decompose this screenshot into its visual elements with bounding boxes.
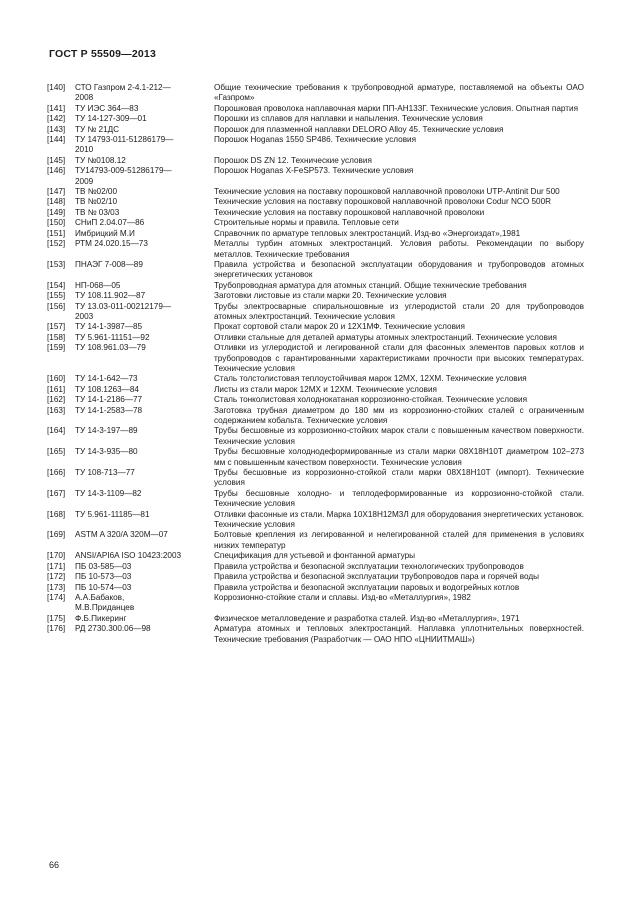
reference-description: Трубы бесшовные холодно- и теплодеформированные из коррозионно-стойкой стали. Технические условия: [214, 488, 584, 509]
reference-description: Отливки стальные для деталей арматуры атомных электростанций. Технические условия: [214, 332, 557, 342]
reference-description: Правила устройства и безопасной эксплуатации паровых и водогрейных котлов: [214, 582, 520, 592]
reference-description: Листы из стали марок 12МХ и 12ХМ. Технические условия: [214, 384, 437, 394]
reference-document-code: СТО Газпром 2-4.1-212— 2008: [75, 83, 171, 103]
reference-number: [157]: [47, 322, 66, 332]
reference-description: Технические условия на поставку порошковой наплавочной проволоки: [214, 207, 485, 217]
reference-document-code: ПБ 03-585—03: [75, 561, 132, 571]
reference-number: [140]: [47, 83, 66, 92]
reference-item: [47, 322, 584, 332]
reference-item: [47, 614, 584, 624]
reference-description: Трубопроводная арматура для атомных станций. Общие технические требования: [214, 280, 527, 290]
reference-number: [170]: [47, 551, 66, 561]
reference-document-code: ТВ № 03/03: [75, 207, 120, 217]
reference-number: [147]: [47, 187, 66, 197]
reference-number: [165]: [47, 447, 66, 457]
reference-number: [163]: [47, 405, 66, 415]
reference-item: [47, 156, 584, 166]
reference-number: [148]: [47, 197, 66, 207]
reference-number: [159]: [47, 343, 66, 353]
reference-item: [47, 510, 584, 531]
reference-document-code: Ф.Б.Пикеринг: [75, 613, 127, 623]
reference-description: Арматура атомных и тепловых электростанций. Наплавка уплотнительных поверхностей. Технические требования (Разработчик — ОАО НПО «ЦНИИТМАШ»): [214, 624, 584, 644]
reference-item: [47, 208, 584, 218]
reference-item: [47, 468, 584, 489]
reference-description: Отливки фасонные из стали. Марка 10Х18Н12М3Л для оборудования энергетических установок. Технические условия: [214, 509, 584, 530]
reference-document-code: РД 2730.300.06—98: [75, 624, 151, 634]
reference-description: Трубы электросварные спиральношовные из углеродистой стали 20 для трубопроводов атомных электростанций. Технические условия: [214, 301, 584, 321]
reference-description: Общие технические требования к трубопроводной арматуре, поставляемой на объекты ОАО «Газпром»: [214, 83, 584, 103]
reference-description: Порошок DS ZN 12. Технические условия: [214, 155, 372, 165]
reference-document-code: ТУ 5.961-11151—92: [75, 332, 150, 342]
reference-document-code: ТВ №02/00: [75, 187, 118, 197]
reference-description: Порошки из сплавов для наплавки и напыления. Технические условия: [214, 114, 483, 124]
page-number: 66: [49, 860, 60, 870]
reference-number: [174]: [47, 592, 66, 602]
reference-number: [143]: [47, 124, 66, 134]
reference-number: [158]: [47, 332, 66, 342]
reference-item: [47, 593, 584, 614]
reference-description: Справочник по арматуре тепловых электростанций. Изд-во «Энергоиздат»,1981: [214, 228, 521, 238]
reference-item: [47, 333, 584, 343]
reference-document-code: ТУ 108.961.03—79: [75, 343, 146, 353]
reference-number: [169]: [47, 530, 66, 540]
reference-item: [47, 343, 584, 374]
reference-number: [151]: [47, 228, 66, 238]
reference-description: Отливки из углеродистой и легированной стали для фасонных элементов паровых котлов и трубопроводов с гарантированными характеристиками прочности при высоких температурах. Технические условия: [214, 343, 584, 373]
reference-item: [47, 426, 584, 447]
reference-item: [47, 530, 584, 551]
reference-item: [47, 239, 584, 260]
reference-number: [142]: [47, 114, 66, 124]
reference-number: [146]: [47, 166, 66, 176]
reference-document-code: А.А.Бабаков, М.В.Приданцев: [75, 592, 135, 613]
reference-number: [172]: [47, 572, 66, 582]
reference-item: [47, 187, 584, 197]
reference-number: [144]: [47, 135, 66, 145]
reference-description: Порошок Hoganas X-FeSP573. Технические условия: [214, 166, 414, 176]
reference-number: [175]: [47, 613, 66, 623]
reference-item: [47, 395, 584, 405]
reference-item: [47, 302, 584, 323]
reference-description: Строительные нормы и правила. Тепловые сети: [214, 218, 399, 228]
reference-item: [47, 125, 584, 135]
reference-item: [47, 281, 584, 291]
reference-item: [47, 104, 584, 114]
reference-item: [47, 83, 584, 104]
reference-document-code: ТУ 14-1-642—73: [75, 374, 138, 384]
reference-description: Заготовка трубная диаметром до 180 мм из коррозионно-стойких сталей с ограниченным содержанием кобальта. Технические условия: [214, 405, 584, 425]
reference-description: Трубы бесшовные из коррозионно-стойкой стали марки 08Х18Н10Т (импорт). Технические условия: [214, 468, 584, 488]
reference-item: [47, 114, 584, 124]
reference-document-code: ANSI/API6A ISO 10423:2003: [75, 551, 182, 561]
reference-description: Спецификация для устьевой и фонтанной арматуры: [214, 551, 416, 561]
reference-description: Правила устройства и безопасной эксплуатации оборудования и трубопроводов атомных энергетических установок: [214, 259, 584, 280]
reference-document-code: ТУ 108.11.902—87: [75, 291, 146, 301]
reference-document-code: ТУ 108.1263—84: [75, 384, 139, 394]
reference-description: Технические условия на поставку порошковой наплавочной проволоки Codur NCO 500R: [214, 197, 552, 207]
reference-number: [176]: [47, 624, 66, 634]
reference-document-code: ТУ 108-713—77: [75, 468, 135, 478]
reference-number: [168]: [47, 509, 66, 519]
reference-document-code: ТУ ИЭС 364—83: [75, 103, 139, 113]
reference-item: [47, 166, 584, 187]
reference-description: Порошок Hoganas 1550 SP486. Технические условия: [214, 135, 417, 145]
reference-document-code: ПБ 10-574—03: [75, 582, 132, 592]
reference-number: [167]: [47, 488, 66, 498]
reference-document-code: ТУ №0108.12: [75, 155, 126, 165]
reference-item: [47, 551, 584, 561]
reference-description: Технические условия на поставку порошковой наплавочной проволоки UTP-Antinit Dur 500: [214, 187, 560, 197]
reference-document-code: ТУ 5.961-11185—81: [75, 509, 150, 519]
reference-number: [145]: [47, 155, 66, 165]
reference-number: [166]: [47, 468, 66, 478]
reference-document-code: ТУ 14-3-197—89: [75, 426, 138, 436]
reference-number: [141]: [47, 103, 66, 113]
reference-document-code: ТУ 14-3-1109—82: [75, 488, 142, 498]
reference-document-code: ТУ 14-1-2583—78: [75, 405, 143, 415]
reference-item: [47, 489, 584, 510]
references-list: [47, 83, 584, 645]
reference-description: Сталь толстолистовая теплоустойчивая марок 12МХ, 12ХМ. Технические условия: [214, 374, 527, 384]
reference-description: Физическое металловедение и разработка сталей. Изд-во «Металлургия», 1971: [214, 613, 520, 623]
reference-document-code: ТУ 14-3-935—80: [75, 447, 138, 457]
reference-item: [47, 624, 584, 645]
reference-number: [153]: [47, 259, 66, 269]
reference-item: [47, 197, 584, 207]
reference-number: [160]: [47, 374, 66, 384]
reference-document-code: ТУ 13.03-011-00212179— 2003: [75, 301, 172, 321]
reference-item: [47, 218, 584, 228]
reference-item: [47, 229, 584, 239]
reference-description: Прокат сортовой стали марок 20 и 12Х1МФ. Технические условия: [214, 322, 465, 332]
reference-document-code: НП-068—05: [75, 280, 121, 290]
reference-document-code: СНиП 2.04.07—86: [75, 218, 145, 228]
reference-document-code: ТУ14793-009-51286179— 2009: [75, 166, 172, 186]
reference-item: [47, 447, 584, 468]
reference-number: [152]: [47, 239, 66, 249]
reference-description: Болтовые крепления из легированной и нелегированной сталей для применения в условиях низких температур: [214, 530, 584, 550]
reference-item: [47, 135, 584, 156]
reference-number: [149]: [47, 207, 66, 217]
reference-document-code: ТУ 14-127-309—01: [75, 114, 147, 124]
reference-description: Коррозионно-стойкие стали и сплавы. Изд-во «Металлургия», 1982: [214, 592, 471, 602]
reference-description: Сталь тонколистовая холоднокатаная коррозионно-стойкая. Технические условия: [214, 395, 528, 405]
reference-document-code: ТУ 14-1-3987—85: [75, 322, 143, 332]
reference-number: [154]: [47, 280, 66, 290]
reference-document-code: ТУ № 21ДС: [75, 124, 120, 134]
reference-number: [150]: [47, 218, 66, 228]
reference-description: Трубы бесшовные холоднодеформированные из стали марки 08Х18Н10Т диаметром 102–273 мм с повышенным качеством поверхности. Технические условия: [214, 447, 584, 467]
reference-number: [162]: [47, 395, 66, 405]
reference-number: [155]: [47, 291, 66, 301]
reference-document-code: ПБ 10-573—03: [75, 572, 132, 582]
reference-number: [171]: [47, 561, 66, 571]
reference-item: [47, 260, 584, 281]
reference-document-code: ТВ №02/10: [75, 197, 118, 207]
reference-number: [161]: [47, 384, 66, 394]
reference-document-code: ПНАЭГ 7-008—89: [75, 259, 143, 269]
reference-document-code: ТУ 14-1-2186—77: [75, 395, 143, 405]
reference-item: [47, 406, 584, 427]
reference-document-code: РТМ 24.020.15—73: [75, 239, 148, 249]
reference-description: Трубы бесшовные из коррозионно-стойких марок стали с повышенным качеством поверхности. Технические условия: [214, 426, 584, 446]
reference-description: Правила устройства и безопасной эксплуатации трубопроводов пара и горячей воды: [214, 572, 540, 582]
reference-document-code: Имбрицкий М.И: [75, 228, 135, 238]
reference-description: Правила устройства и безопасной эксплуатации технологических трубопроводов: [214, 561, 524, 571]
reference-item: [47, 385, 584, 395]
reference-item: [47, 291, 584, 301]
reference-description: Заготовки листовые из стали марки 20. Технические условия: [214, 291, 447, 301]
reference-item: [47, 374, 584, 384]
reference-item: [47, 583, 584, 593]
document-header: ГОСТ Р 55509—2013: [49, 48, 157, 60]
reference-description: Порошковая проволока наплавочная марки ПП-АН133Г. Технические условия. Опытная партия: [214, 103, 579, 113]
reference-item: [47, 562, 584, 572]
reference-number: [164]: [47, 426, 66, 436]
reference-description: Порошок для плазменной наплавки DELORO Alloy 45. Технические условия: [214, 124, 504, 134]
reference-number: [156]: [47, 301, 66, 311]
reference-description: Металлы турбин атомных электростанций. Условия работы. Рекомендации по выбору металлов. Технические требования: [214, 239, 584, 259]
reference-item: [47, 572, 584, 582]
reference-document-code: ТУ 14793-011-51286179— 2010: [75, 135, 174, 155]
reference-document-code: ASTM A 320/A 320M—07: [75, 530, 168, 540]
reference-number: [173]: [47, 582, 66, 592]
